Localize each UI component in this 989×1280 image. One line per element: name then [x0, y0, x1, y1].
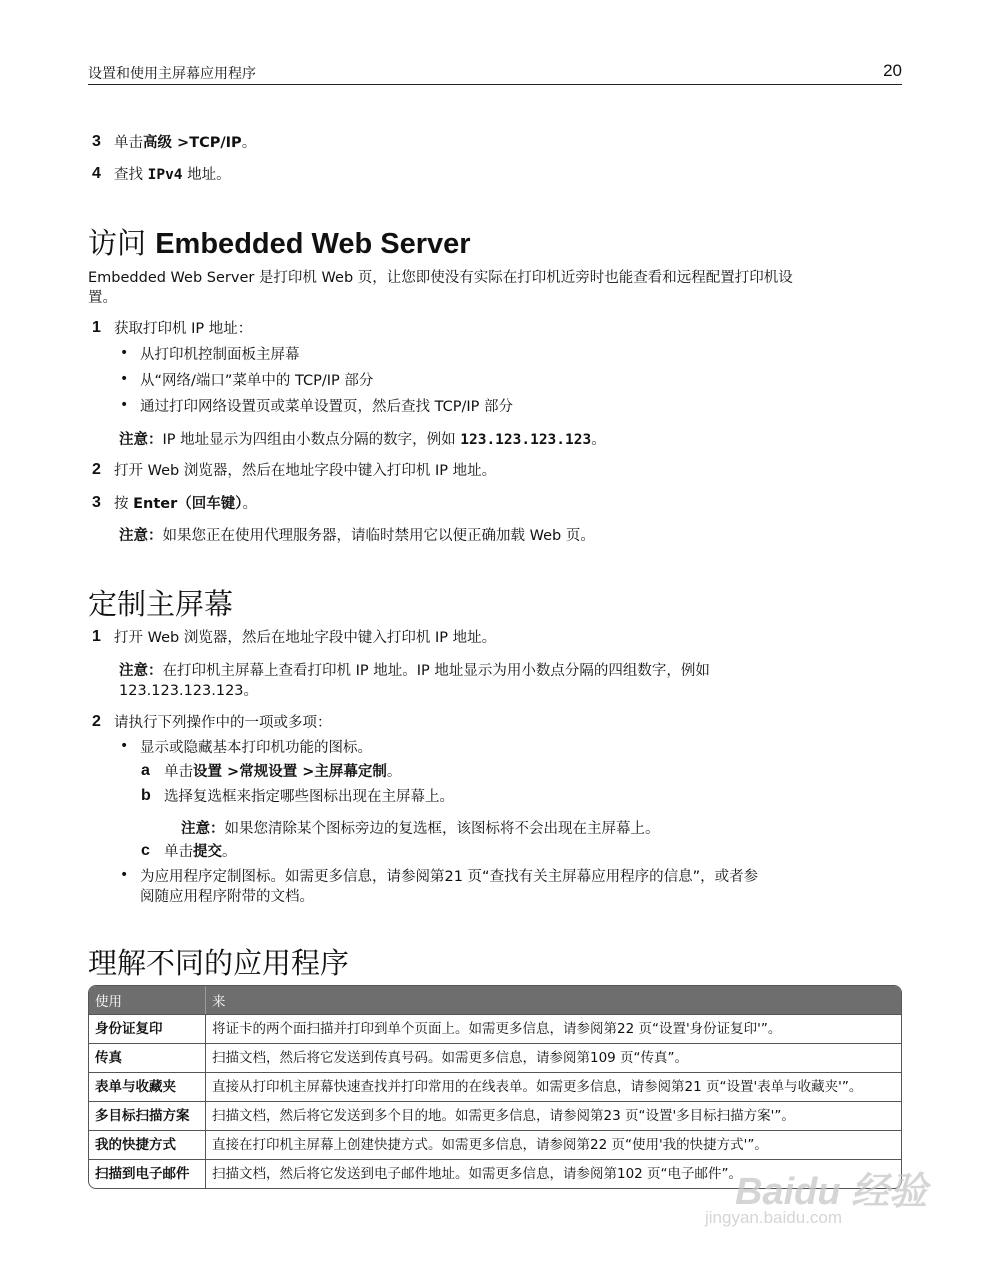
list-item: 通过打印网络设置页或菜单设置页，然后查找 TCP/IP 部分 [140, 399, 513, 415]
step-text: 获取打印机 IP 地址： [114, 321, 253, 337]
step-number: 3 [92, 133, 101, 150]
bullet-dot: • [120, 397, 129, 413]
table-cell-desc: 将证卡的两个面扫描并打印到单个页面上。如需更多信息，请参阅第22 页“设置'身份证复印'”。 [206, 1014, 901, 1043]
section-description-cont: 置。 [88, 290, 117, 306]
table-row [89, 1101, 901, 1130]
step-text: 查找 IPv4 地址。 [114, 167, 231, 183]
list-item: 从“网络/端口”菜单中的 TCP/IP 部分 [140, 373, 374, 389]
sub-step-text: 单击设置 >常规设置 >主屏幕定制。 [164, 764, 402, 780]
header-title: 设置和使用主屏幕应用程序 [88, 66, 256, 82]
step-number: 3 [92, 494, 101, 511]
bullet-dot: • [120, 371, 129, 387]
note-cont: 123.123.123.123。 [119, 683, 259, 699]
table-cell-use: 表单与收藏夹 [89, 1072, 206, 1101]
table-header-row [89, 986, 901, 1014]
page-header [88, 62, 902, 85]
watermark-url: jingyan.baidu.com [705, 1208, 843, 1227]
sub-step-text: 单击提交。 [164, 844, 237, 860]
apps-table [88, 985, 902, 1189]
section-title-customize: 定制主屏幕 [88, 587, 234, 621]
sub-step-letter: a [141, 762, 150, 779]
table-cell-use: 我的快捷方式 [89, 1130, 206, 1159]
sub-step-text: 选择复选框来指定哪些图标出现在主屏幕上。 [164, 789, 454, 805]
section-title-apps: 理解不同的应用程序 [88, 946, 350, 980]
table-cell-desc: 扫描文档，然后将它发送到多个目的地。如需更多信息，请参阅第23 页“设置'多目标扫描方案'”。 [206, 1101, 901, 1130]
table-cell-use: 扫描到电子邮件 [89, 1159, 206, 1188]
step-text: 单击高级 >TCP/IP。 [114, 135, 257, 151]
step-text: 按 Enter（回车键）。 [114, 496, 258, 512]
table-cell-use: 多目标扫描方案 [89, 1101, 206, 1130]
note: 注意：IP 地址显示为四组由小数点分隔的数字，例如 123.123.123.123。 [119, 432, 606, 448]
bullet-dot: • [120, 867, 129, 883]
step-number: 1 [92, 319, 101, 336]
section-description: Embedded Web Server 是打印机 Web 页，让您即使没有实际在打印机近旁时也能查看和远程配置打印机设 [88, 270, 793, 286]
sub-step-letter: c [141, 842, 150, 859]
step-number: 1 [92, 628, 101, 645]
note: 注意：在打印机主屏幕上查看打印机 IP 地址。IP 地址显示为用小数点分隔的四组数字，例如 [119, 663, 710, 679]
step-text: 打开 Web 浏览器，然后在地址字段中键入打印机 IP 地址。 [114, 463, 497, 479]
step-number: 4 [92, 165, 101, 182]
step-number: 2 [92, 713, 101, 730]
page-number: 20 [883, 61, 902, 80]
table-row [89, 1014, 901, 1043]
table-cell-use: 传真 [89, 1043, 206, 1072]
table-cell-desc: 直接从打印机主屏幕快速查找并打印常用的在线表单。如需更多信息，请参阅第21 页“设置'表单与收藏夹'”。 [206, 1072, 901, 1101]
section-title-ews: 访问 Embedded Web Server [88, 226, 471, 260]
list-item: 从打印机控制面板主屏幕 [140, 347, 300, 363]
table-cell-desc: 直接在打印机主屏幕上创建快捷方式。如需更多信息，请参阅第22 页“使用'我的快捷方式'”。 [206, 1130, 901, 1159]
bullet-dot: • [120, 345, 129, 361]
sub-step-letter: b [141, 787, 151, 804]
step-number: 2 [92, 461, 101, 478]
step-text: 打开 Web 浏览器，然后在地址字段中键入打印机 IP 地址。 [114, 630, 497, 646]
step-text: 请执行下列操作中的一项或多项： [114, 715, 332, 731]
list-item-cont: 阅随应用程序附带的文档。 [140, 889, 314, 905]
column-header: 来 [206, 986, 901, 1014]
column-header: 使用 [89, 986, 206, 1014]
table-cell-desc: 扫描文档，然后将它发送到传真号码。如需更多信息，请参阅第109 页“传真”。 [206, 1043, 901, 1072]
table-cell-desc: 扫描文档，然后将它发送到电子邮件地址。如需更多信息，请参阅第102 页“电子邮件”。 [206, 1159, 901, 1188]
note: 注意：如果您正在使用代理服务器，请临时禁用它以便正确加载 Web 页。 [119, 528, 595, 544]
table-cell-use: 身份证复印 [89, 1014, 206, 1043]
table-row [89, 1043, 901, 1072]
note: 注意：如果您清除某个图标旁边的复选框，该图标将不会出现在主屏幕上。 [181, 821, 660, 837]
list-item: 显示或隐藏基本打印机功能的图标。 [140, 740, 372, 756]
table-row [89, 1130, 901, 1159]
table-row [89, 1072, 901, 1101]
watermark-brand: Baidu 经验 [735, 1171, 928, 1213]
list-item: 为应用程序定制图标。如需更多信息，请参阅第21 页“查找有关主屏幕应用程序的信息”，或者参 [140, 869, 759, 885]
bullet-dot: • [120, 738, 129, 754]
